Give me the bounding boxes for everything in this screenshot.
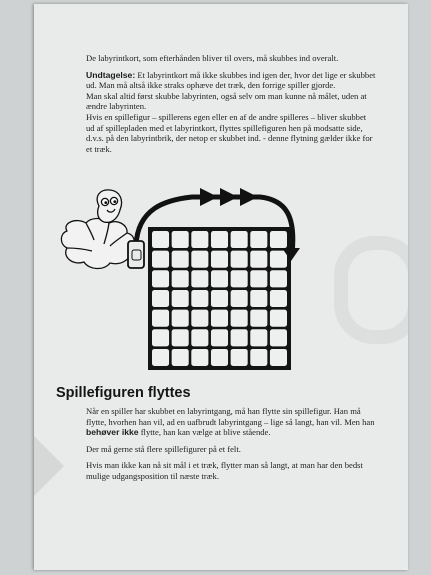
paragraph-move-figure: [86, 406, 378, 438]
maze-cell: [231, 349, 248, 366]
maze-cell: [231, 310, 248, 327]
maze-cell: [270, 251, 287, 268]
maze-cell: [172, 270, 189, 287]
maze-cell: [231, 251, 248, 268]
maze-cell: [191, 310, 208, 327]
maze-cell: [172, 251, 189, 268]
maze-cell: [191, 231, 208, 248]
maze-cell: [152, 349, 169, 366]
maze-cell: [172, 290, 189, 307]
cartoon-figure-icon: [61, 190, 134, 269]
maze-cell: [250, 270, 267, 287]
maze-cell: [250, 290, 267, 307]
move-figure-text-end: flytte, han kan vælge at blive stående.: [138, 427, 271, 438]
exception-text: Et labyrintkort må ikke skubbes ind igen der, hvor det lige er skubbet ud. Man må altså ikke straks ophæve det træk, den forrige spiller gjorde.: [86, 69, 376, 91]
exception-label: Undtagelse:: [86, 69, 136, 80]
paragraph-leftover-cards: De labyrintkort, som efterhånden bliver til overs, må skubbes ind overalt.: [86, 53, 339, 63]
maze-cell: [270, 349, 287, 366]
paragraph-always-push: Man skal altid først skubbe labyrinten, også selv om man kunne nå målet, uden at ændre labyrinten.: [86, 90, 367, 112]
maze-illustration: [34, 4, 408, 570]
maze-cell: [270, 329, 287, 346]
maze-cell: [250, 231, 267, 248]
maze-cell: [191, 329, 208, 346]
maze-cell: [191, 270, 208, 287]
section-heading: Spillefiguren flyttes: [56, 385, 191, 401]
maze-cell: [211, 310, 228, 327]
paragraph-multiple-figures: Der må gerne stå flere spillefigurer på et felt.: [86, 443, 241, 454]
maze-cell: [250, 251, 267, 268]
maze-cell: [231, 329, 248, 346]
emphasis-text: behøver ikke: [86, 427, 139, 438]
arrow-head-1: [200, 188, 218, 206]
inserted-card-inner: [132, 250, 141, 260]
maze-cell: [152, 329, 169, 346]
maze-cell: [270, 270, 287, 287]
maze-cell: [191, 290, 208, 307]
maze-cell: [211, 349, 228, 366]
maze-cell: [172, 231, 189, 248]
maze-cell: [231, 231, 248, 248]
maze-cell: [152, 290, 169, 307]
maze-cell: [211, 251, 228, 268]
maze-cell: [152, 310, 169, 327]
maze-cell: [152, 251, 169, 268]
maze-cell: [191, 251, 208, 268]
maze-cell: [231, 290, 248, 307]
maze-cell: [172, 349, 189, 366]
rules-page: [34, 4, 408, 570]
maze-grid: [148, 227, 291, 370]
maze-cell: [250, 349, 267, 366]
maze-cell: [152, 270, 169, 287]
maze-cell: [191, 349, 208, 366]
maze-cell: [211, 270, 228, 287]
arrow-head-2: [220, 188, 238, 206]
section-text-block: [86, 406, 378, 482]
maze-cell: [172, 329, 189, 346]
paragraph-best-position: Hvis man ikke kan nå sit mål i et træk, flytter man så langt, at man har den bedst mulige udgangsposition til næste træk.: [86, 460, 363, 481]
maze-cell: [270, 310, 287, 327]
maze-cell: [250, 310, 267, 327]
maze-cell: [211, 231, 228, 248]
maze-cell: [211, 290, 228, 307]
paragraph-pushed-out: Hvis en spillefigur – spillerens egen eller en af de andre spilleres – bliver skubbet ud af spillepladen med et labyrintkort, flyttes spillefiguren hen på modsatte side, d.v.s. på den labyrintbrik, der netop er skubbet ind. - denne flytning gælder ikke for et træk.: [86, 111, 373, 154]
maze-cell: [211, 329, 228, 346]
maze-cell: [231, 270, 248, 287]
move-figure-text: Når en spiller har skubbet en labyrintgang, må han flytte sin spillefigur. Han må flytte, hvorhen han vil, ad en uafbrudt labyrintgang – lige så langt, han vil. Men han: [86, 406, 375, 427]
maze-cell: [152, 231, 169, 248]
maze-cell: [270, 231, 287, 248]
maze-cell: [270, 290, 287, 307]
maze-cell: [172, 310, 189, 327]
arrow-head-3: [240, 188, 258, 206]
maze-cell: [250, 329, 267, 346]
